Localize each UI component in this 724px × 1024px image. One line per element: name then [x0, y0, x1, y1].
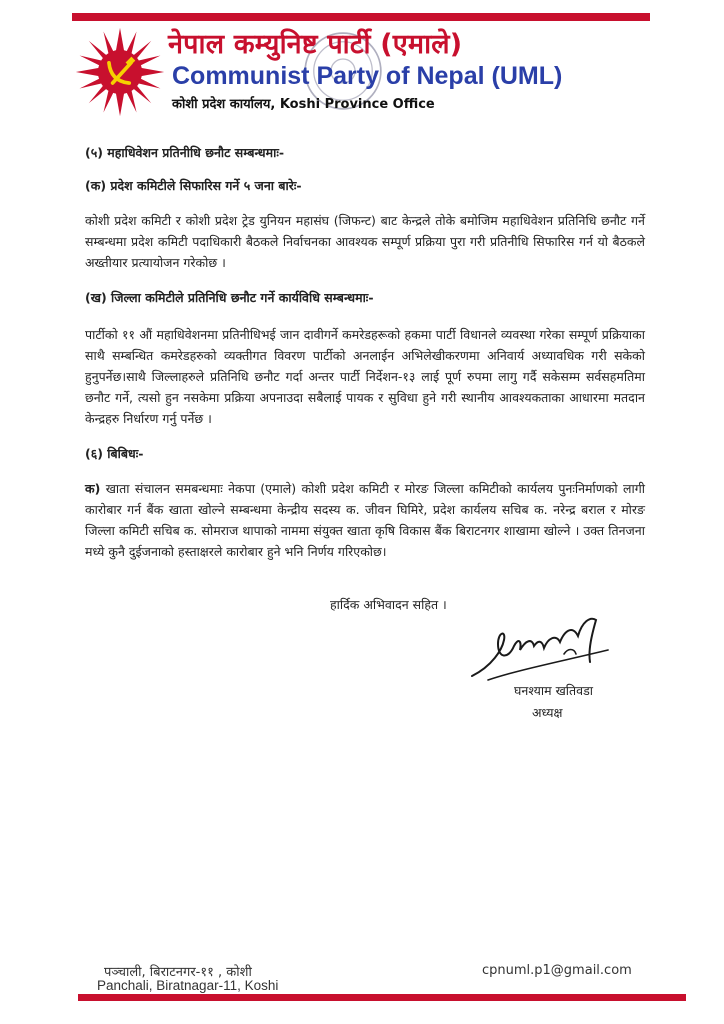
footer-address-english: Panchali, Biratnagar-11, Koshi	[97, 978, 279, 993]
party-logo-sun-icon	[74, 26, 166, 118]
signature	[468, 610, 618, 690]
party-name-english: Communist Party of Nepal (UML)	[172, 62, 563, 90]
bottom-red-rule	[78, 994, 686, 1001]
footer-address-nepali: पञ्चाली, बिराटनगर-११ , कोशी	[104, 965, 252, 980]
footer-email: cpnuml.p1@gmail.com	[482, 963, 632, 978]
section-5-heading: (५) महाधिवेशन प्रतिनीधि छनौट सम्बन्धमाः-	[85, 145, 285, 160]
section-6a-paragraph	[85, 478, 645, 562]
section-5a-body: कोशी प्रदेश कमिटी र कोशी प्रदेश ट्रेड युनियन महासंघ (जिफन्ट) बाट केन्द्रले तोके बमोजिम महाधिवेशन प्रतिनिधि छनौट गर्ने सम्बन्धमा प्रदेश कमिटी पदाधिकारी बैठकले निर्वाचनका आवश्यक सम्पूर्ण प्रक्रिया पुरा गरी प्रतिनीधि सिफारिस गर्न यो बैठकले अख्तीयार प्रत्यायोजन गरेकोछ ।	[85, 213, 645, 270]
signer-role: अध्यक्ष	[532, 705, 563, 720]
section-6-heading: (६) बिबिधः-	[85, 446, 144, 461]
section-6a-label: क)	[85, 481, 101, 496]
signer-name: घनश्याम खतिवडा	[514, 683, 594, 698]
section-6a-body: खाता संचालन समबन्धमाः नेकपा (एमाले) कोशी प्रदेश कमिटी र मोरङ जिल्ला कमिटीको कार्यलय पुनःनिर्माणको लागी कारोबार गर्न बैंक खाता खोल्ने सम्बन्धमा केन्द्रीय सदस्य क. जीवन घिमिरे, प्रदेश कार्यलय सचिब क. नरेन्द्र बराल र मोरङ जिल्ला कमिटी सचिब क. सोमराज थापाको नाममा संयुक्त खाता कृषि विकास बैंक बिराटनगर शाखामा खोल्ने । उक्त तिनजना मध्ये कुनै दुईजनाको हस्ताक्षरले कारोबार हुने भनि निर्णय गरिएकोछ।	[85, 481, 645, 559]
office-name: कोशी प्रदेश कार्यालय, Koshi Province Office	[172, 97, 435, 112]
section-5a-heading: (क) प्रदेश कमिटीले सिफारिस गर्ने ५ जना बारेः-	[85, 178, 302, 193]
section-5b-body: पार्टीको ११ औं महाधिवेशनमा प्रतिनीधिभई जान दावीगर्ने कमरेडहरूको हकमा पार्टी विधानले व्यवस्था गरेका सम्पूर्ण प्रक्रियाका साथै सम्बन्धित कमरेडहरुको व्यक्तीगत विवरण पार्टीको अनलाईन अभिलेखीकरणमा अनिवार्य अध्यावधिक गरी सकेको हुनुपर्नेछ।साथै जिल्लाहरुले प्रतिनिधि छनौट गर्दा अन्तर पार्टी निर्देशन-१३ लाई पूर्ण रुपमा लागु गर्दै सकेसम्म सर्वसहमतिमा छनौट गर्ने, त्यसो हुन नसकेमा प्रक्रिया अपनाउदा सबैलाई पायक र सुविधा हुने गरी स्थानीय आवश्यकताका आधारमा मतदान केन्द्रहरु निर्धारण गर्नु पर्नेछ ।	[85, 327, 645, 426]
letter-body	[85, 142, 645, 562]
section-5b-heading: (ख) जिल्ला कमिटीले प्रतिनिधि छनौट गर्ने कार्यविधि सम्बन्धमाः-	[85, 290, 374, 305]
party-name-nepali: नेपाल कम्युनिष्ट पार्टी (एमाले)	[168, 29, 463, 60]
closing-greeting: हार्दिक अभिवादन सहित ।	[330, 597, 447, 612]
top-red-rule	[72, 13, 650, 21]
